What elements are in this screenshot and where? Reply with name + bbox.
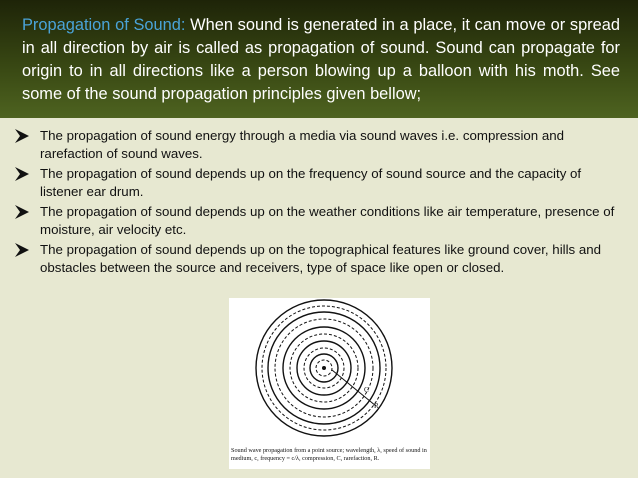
- figure-caption: Sound wave propagation from a point source; wavelength, λ, speed of sound in medium, c, frequency = c/λ, compression, C, rarefaction, R.: [231, 447, 427, 462]
- arrowhead-bullet-icon: [14, 166, 30, 182]
- slide-header: [0, 0, 638, 118]
- list-item: [14, 241, 624, 277]
- arrowhead-bullet-icon: [14, 242, 30, 258]
- intro-text: When sound is generated in a place, it can move or spread in all direction by air is called as propagation of sound. Sound can propagate for origin to in all directions like a person blowing up a balloon with his moth. See some of the sound propagation principles given bellow;: [22, 16, 620, 103]
- arrowhead-bullet-icon: [14, 128, 30, 144]
- point-source: [322, 366, 326, 370]
- list-item: [14, 127, 624, 163]
- intro-lead: Propagation of Sound:: [22, 16, 186, 34]
- principles-list: [14, 127, 624, 279]
- bullet-text: The propagation of sound depends up on the frequency of sound source and the capacity of listener ear drum.: [40, 166, 582, 199]
- list-item: [14, 203, 624, 239]
- sound-wave-figure: [229, 298, 430, 469]
- bullet-text: The propagation of sound depends up on the weather conditions like air temperature, presence of moisture, air velocity etc.: [40, 204, 615, 237]
- list-item: [14, 165, 624, 201]
- wavelength-line: [332, 370, 376, 406]
- compression-label: C: [364, 386, 369, 394]
- concentric-wave-diagram: [229, 298, 430, 448]
- intro-paragraph: [22, 14, 620, 106]
- arrowhead-bullet-icon: [14, 204, 30, 220]
- rarefaction-label: R: [374, 402, 379, 410]
- bullet-text: The propagation of sound energy through a media via sound waves i.e. compression and rarefaction of sound waves.: [40, 128, 565, 161]
- bullet-text: The propagation of sound depends up on the topographical features like ground cover, hills and obstacles between the source and receivers, type of space like open or closed.: [40, 242, 602, 275]
